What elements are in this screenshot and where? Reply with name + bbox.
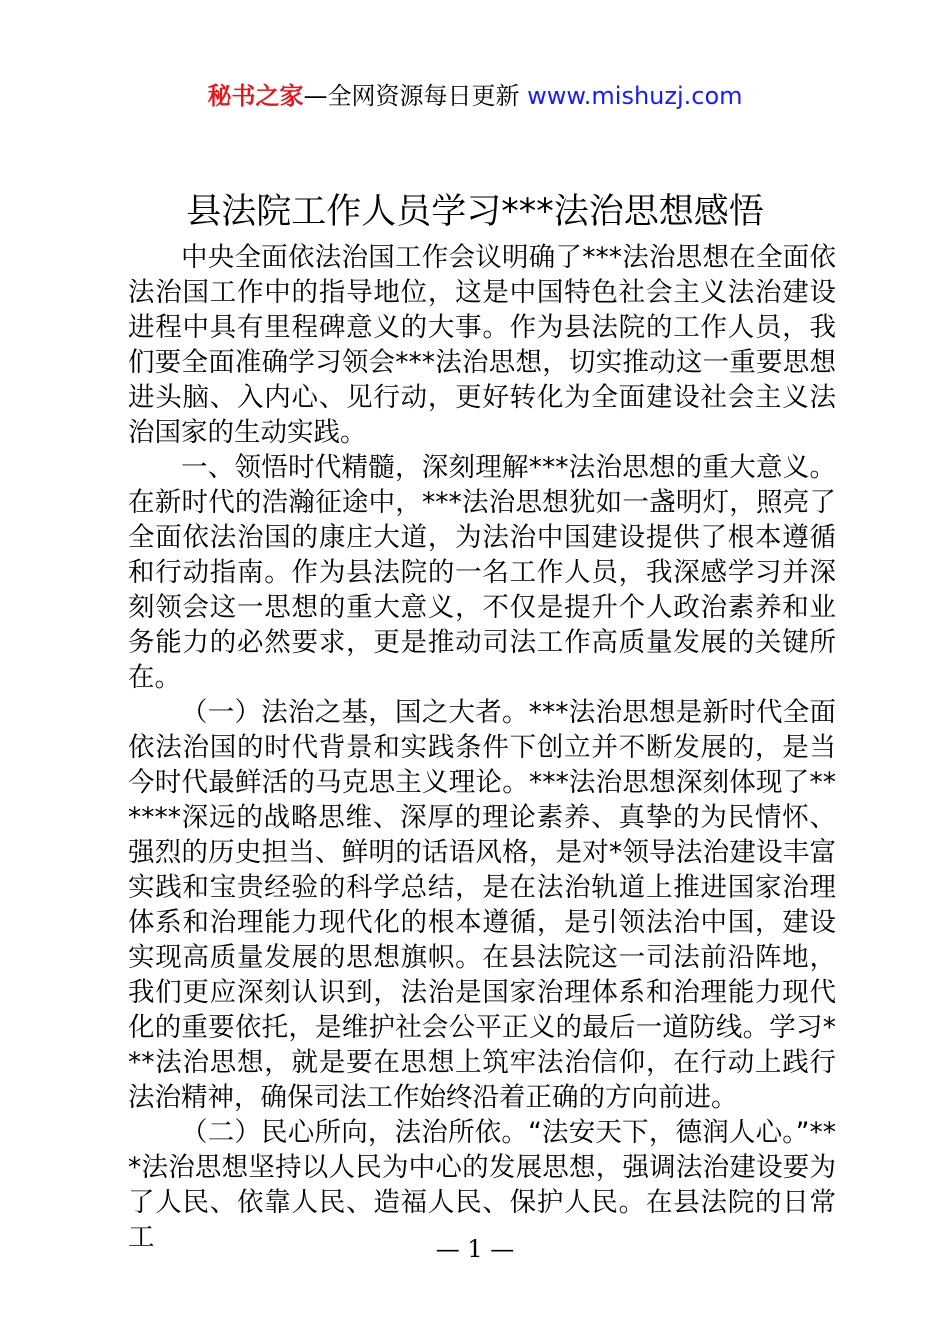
page-number: — 1 — bbox=[435, 1235, 515, 1263]
header-slogan: —全网资源每日更新 bbox=[303, 82, 528, 110]
document-body bbox=[128, 240, 836, 1255]
section-one-paragraph: 一、领悟时代精髓，深刻理解***法治思想的重大意义。在新时代的浩瀚征途中，***法治思想犹如一盏明灯，照亮了全面依法治国的康庄大道，为法治中国建设提供了根本遵循和行动指南。作为县法院的一名工作人员，我深感学习并深刻领会这一思想的重大意义，不仅是提升个人政治素养和业务能力的必然要求，更是推动司法工作高质量发展的关键所在。 bbox=[128, 452, 836, 693]
brand-name: 秘书之家 bbox=[207, 82, 304, 110]
site-header-banner bbox=[0, 80, 950, 112]
document-title: 县法院工作人员学习***法治思想感悟 bbox=[186, 192, 764, 232]
subsection-two-paragraph: （二）民心所向，法治所依。“法安天下，德润人心。”***法治思想坚持以人民为中心的发展思想，强调法治建设要为了人民、依靠人民、造福人民、保护人民。在县法院的日常工 bbox=[128, 1117, 836, 1253]
website-link[interactable]: www.mishuzj.com bbox=[527, 82, 743, 110]
subsection-one-paragraph: （一）法治之基，国之大者。***法治思想是新时代全面依法治国的时代背景和实践条件下创立并不断发展的，是当今时代最鲜活的马克思主义理论。***法治思想深刻体现了******深远的战略思维、深厚的理论素养、真挚的为民情怀、强烈的历史担当、鲜明的话语风格，是对*领导法治建设丰富实践和宝贵经验的科学总结，是在法治轨道上推进国家治理体系和治理能力现代化的根本遵循，是引领法治中国，建设实现高质量发展的思想旗帜。在县法院这一司法前沿阵地，我们更应深刻认识到，法治是国家治理体系和治理能力现代化的重要依托，是维护社会公平正义的最后一道防线。学习***法治思想，就是要在思想上筑牢法治信仰，在行动上践行法治精神，确保司法工作始终沿着正确的方向前进。 bbox=[128, 697, 836, 1113]
intro-paragraph: 中央全面依法治国工作会议明确了***法治思想在全面依法治国工作中的指导地位，这是中国特色社会主义法治建设进程中具有里程碑意义的大事。作为县法院的工作人员，我们要全面准确学习领会***法治思想，切实推动这一重要思想进头脑、入内心、见行动，更好转化为全面建设社会主义法治国家的生动实践。 bbox=[128, 242, 836, 448]
